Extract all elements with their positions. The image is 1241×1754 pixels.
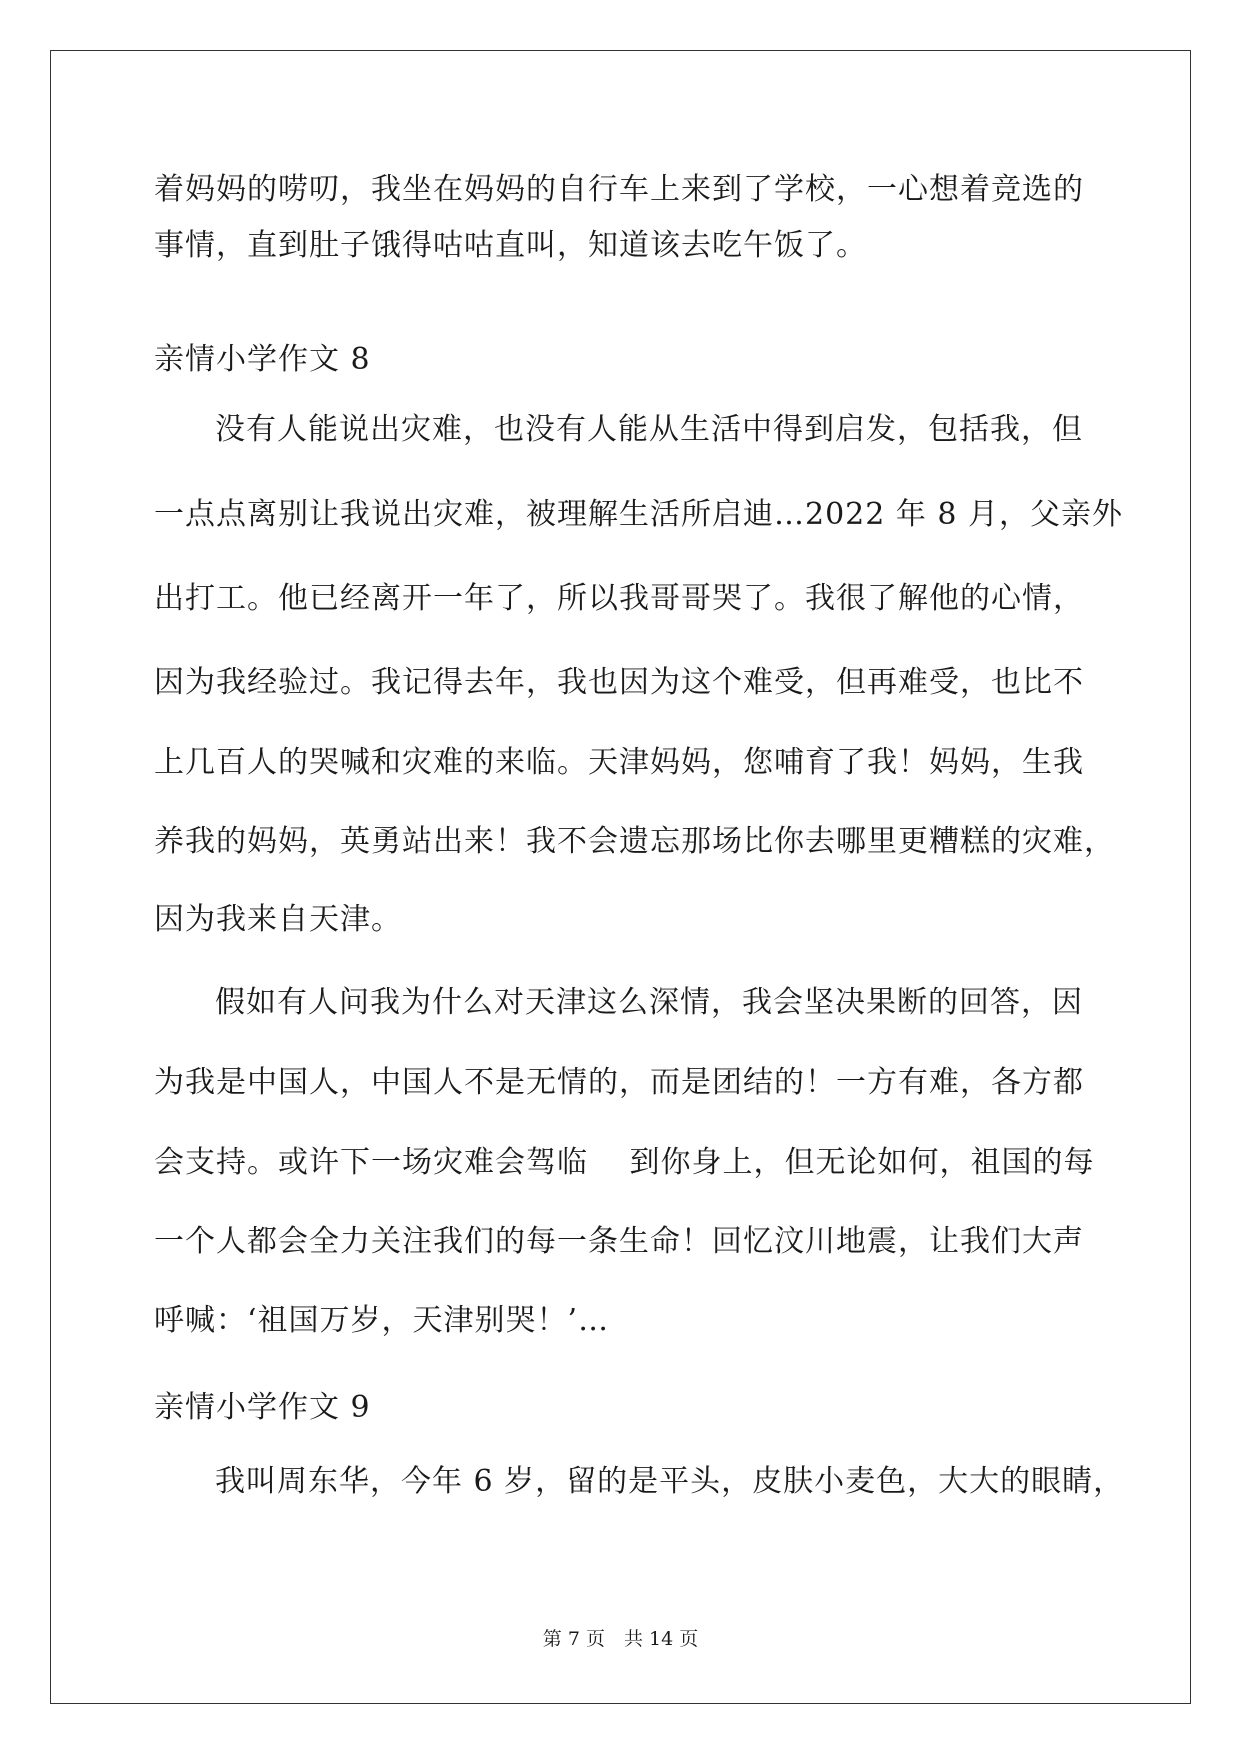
text-line: 一点点离别让我说出灾难，被理解生活所启迪…2022 年 8 月，父亲外 [154,497,1124,532]
text-line: 事情，直到肚子饿得咕咕直叫，知道该去吃午饭了。 [154,228,867,263]
page-border [50,50,1191,1704]
text-line: 出打工。他已经离开一年了，所以我哥哥哭了。我很了解他的心情， [154,581,1084,616]
text-line: 着妈妈的唠叨，我坐在妈妈的自行车上来到了学校，一心想着竞选的 [154,172,1084,207]
page-footer: 第 7 页 共 14 页 [542,1628,699,1650]
text-line: 一个人都会全力关注我们的每一条生命！回忆汶川地震，让我们大声 [154,1224,1084,1259]
section-heading: 亲情小学作文 9 [154,1390,371,1425]
section-heading: 亲情小学作文 8 [154,342,371,377]
text-line: 没有人能说出灾难，也没有人能从生活中得到启发，包括我，但 [215,412,1083,447]
text-line: 为我是中国人，中国人不是无情的，而是团结的！一方有难，各方都 [154,1065,1084,1100]
text-line: 养我的妈妈，英勇站出来！我不会遗忘那场比你去哪里更糟糕的灾难， [154,824,1115,859]
text-line: 上几百人的哭喊和灾难的来临。天津妈妈，您哺育了我！妈妈，生我 [154,745,1084,780]
text-line: 假如有人问我为什么对天津这么深情，我会坚决果断的回答，因 [215,985,1083,1020]
text-line: 我叫周东华，今年 6 岁，留的是平头，皮肤小麦色，大大的眼睛， [215,1464,1125,1499]
text-line: 因为我来自天津。 [154,902,402,937]
text-line: 会支持。或许下一场灾难会驾临 到你身上，但无论如何，祖国的每 [154,1145,1095,1180]
text-line: 因为我经验过。我记得去年，我也因为这个难受，但再难受，也比不 [154,665,1084,700]
text-line: 呼喊：‘祖国万岁，天津别哭！’… [154,1303,610,1338]
